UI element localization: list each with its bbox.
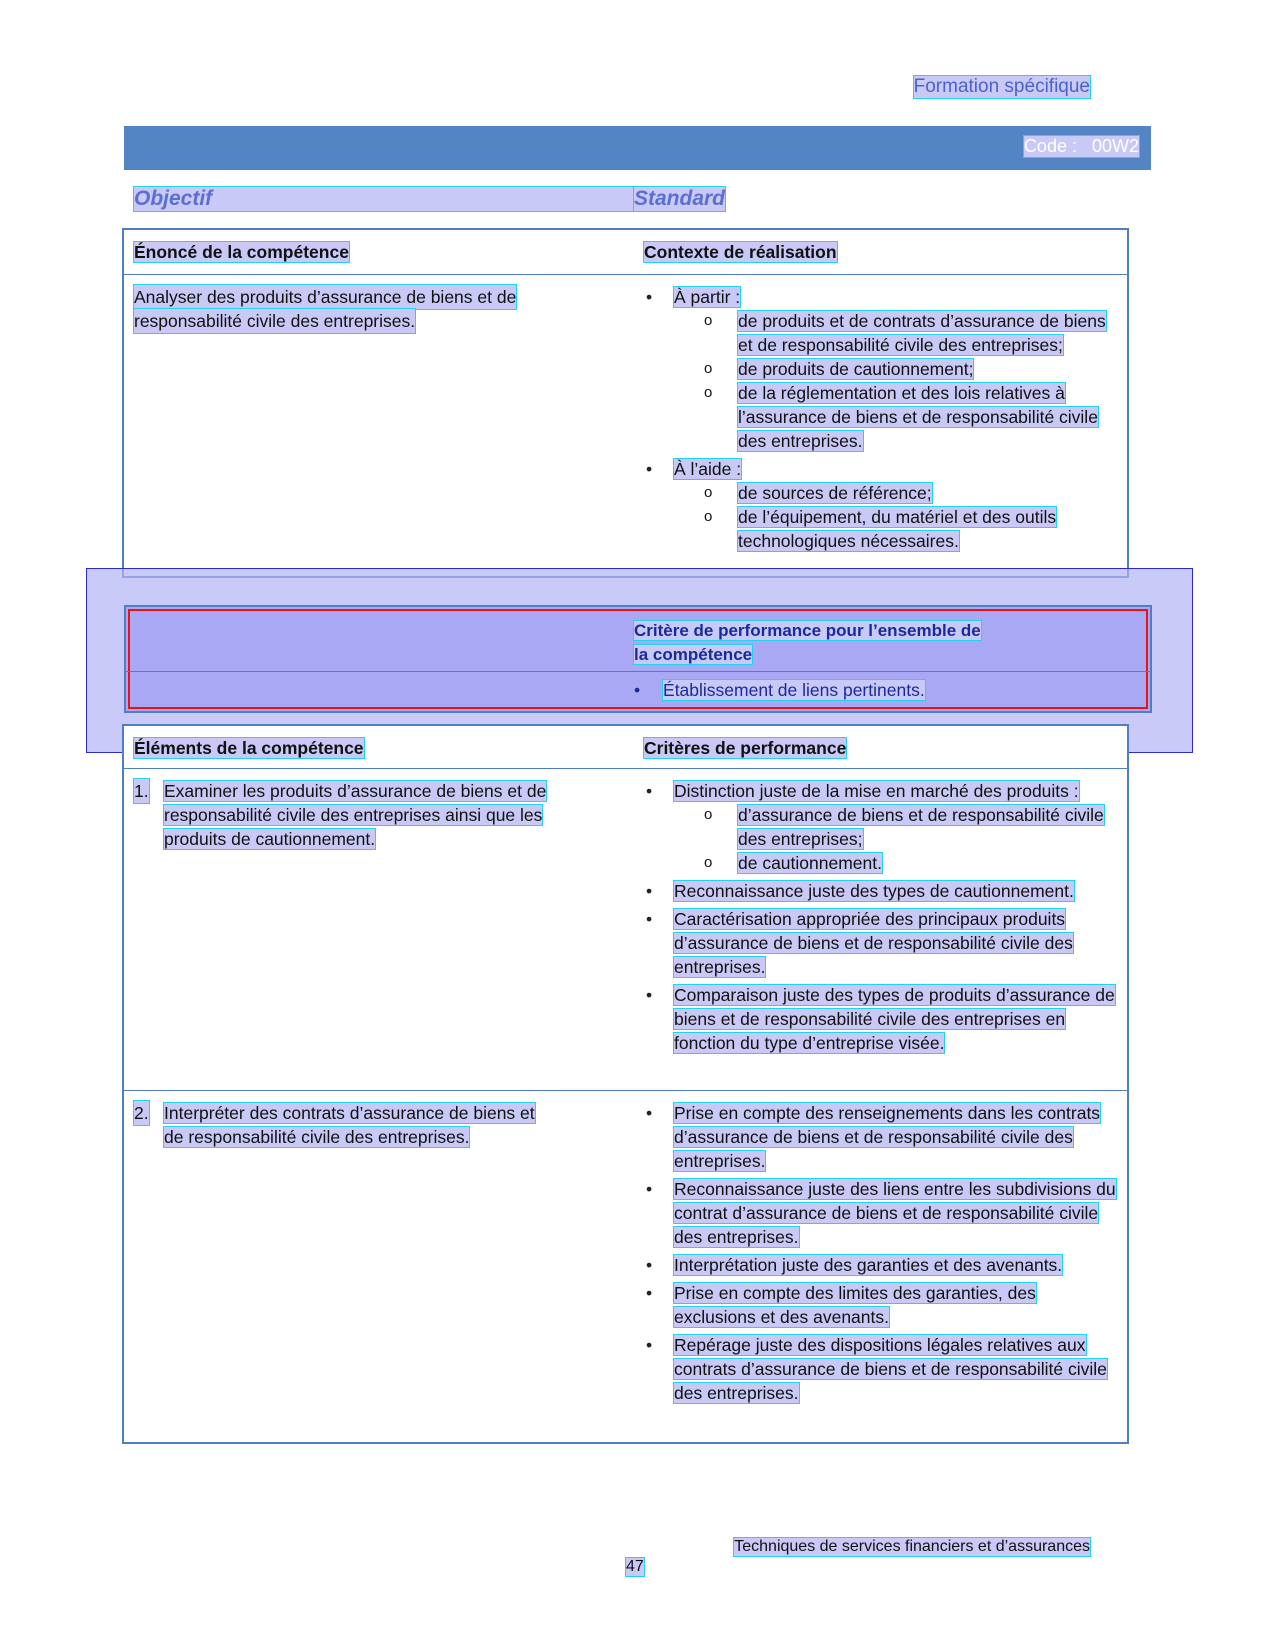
- context-sublist: [674, 309, 1117, 453]
- competence-statement-line: Analyser des produits d’assurance de biens et de: [134, 286, 517, 307]
- code-bar: [124, 126, 1151, 170]
- document-footer-title: Techniques de services financiers et d’assurances: [734, 1538, 1090, 1555]
- section-standard: Standard: [634, 187, 726, 210]
- element-text: de responsabilité civile des entreprises.: [164, 1126, 470, 1147]
- statement-header: Énoncé de la compétence: [134, 242, 349, 262]
- list-item: o d’assurance de biens et de responsabilité civile des entreprises;: [674, 803, 1117, 851]
- element-text: produits de cautionnement.: [164, 829, 376, 849]
- list-item: • Prise en compte des renseignements dans les contrats d’assurance de biens et de responsabilité civile des entreprises.: [644, 1101, 1117, 1173]
- element-number: 1.: [134, 781, 149, 801]
- list-item: • Reconnaissance juste des liens entre les subdivisions du contrat d’assurance de biens et de responsabilité civile des entreprises.: [644, 1177, 1117, 1249]
- context-sublist: [674, 481, 1117, 553]
- element-text: Interpréter des contrats d’assurance de biens et: [164, 1102, 535, 1123]
- list-item: • Comparaison juste des types de produits d’assurance de biens et de responsabilité civile des entreprises en fonction du type d’entreprise visée.: [644, 983, 1117, 1055]
- competence-statement-line: responsabilité civile des entreprises.: [134, 310, 416, 331]
- element-text: Examiner les produits d’assurance de biens et de: [164, 781, 547, 801]
- list-item: o de l’équipement, du matériel et des outils technologiques nécessaires.: [674, 505, 1117, 553]
- overall-performance-box: [124, 605, 1152, 713]
- list-item: • Distinction juste de la mise en marché des produits : o d’assurance de biens et de responsabilité civile des entreprises; o de cautionnement.: [644, 779, 1117, 875]
- element-number: 2.: [134, 1102, 149, 1123]
- elements-header: Éléments de la compétence: [134, 738, 364, 758]
- competence-statement-table: [122, 228, 1129, 578]
- table-row: [123, 1090, 1128, 1443]
- competence-elements-table: [122, 724, 1129, 1444]
- bullet-icon: •: [634, 680, 641, 700]
- list-item: o de produits de cautionnement;: [674, 357, 1117, 381]
- performance-item: Établissement de liens pertinents.: [663, 680, 925, 700]
- criteria-list: [644, 1101, 1117, 1405]
- list-item: [644, 285, 1117, 453]
- table-row: [123, 769, 1128, 1091]
- course-code: Code : 00W2: [1023, 136, 1139, 156]
- criteria-list: [644, 779, 1117, 1055]
- list-item: o de sources de référence;: [674, 481, 1117, 505]
- criteria-sublist: [674, 803, 1117, 875]
- list-item: o de cautionnement.: [674, 851, 1117, 875]
- list-item: o de produits et de contrats d’assurance de biens et de responsabilité civile des entreprises;: [674, 309, 1117, 357]
- context-label: À partir :: [674, 286, 741, 307]
- divider: [126, 671, 1150, 672]
- list-item: • Prise en compte des limites des garanties, des exclusions et des avenants.: [644, 1281, 1117, 1329]
- criteria-header: Critères de performance: [644, 738, 847, 758]
- section-objectif: Objectif: [134, 187, 634, 211]
- performance-header: la compétence: [634, 645, 753, 664]
- list-item: • Interprétation juste des garanties et des avenants.: [644, 1253, 1117, 1277]
- list-item: • Caractérisation appropriée des principaux produits d’assurance de biens et de responsabilité civile des entreprises.: [644, 907, 1117, 979]
- performance-header: Critère de performance pour l’ensemble de: [634, 621, 981, 640]
- page-number: 47: [626, 1558, 644, 1575]
- list-item: o de la réglementation et des lois relatives à l’assurance de biens et de responsabilité civile des entreprises.: [674, 381, 1117, 453]
- element-text: responsabilité civile des entreprises ainsi que les: [164, 805, 543, 825]
- list-item: • Repérage juste des dispositions légales relatives aux contrats d’assurance de biens et de responsabilité civile des entreprises.: [644, 1333, 1117, 1405]
- document-header-title: Formation spécifique: [913, 76, 1090, 97]
- list-item: [644, 457, 1117, 553]
- context-list: [644, 285, 1117, 553]
- context-label: À l’aide :: [674, 458, 742, 479]
- context-header: Contexte de réalisation: [644, 242, 837, 262]
- list-item: • Reconnaissance juste des types de cautionnement.: [644, 879, 1117, 903]
